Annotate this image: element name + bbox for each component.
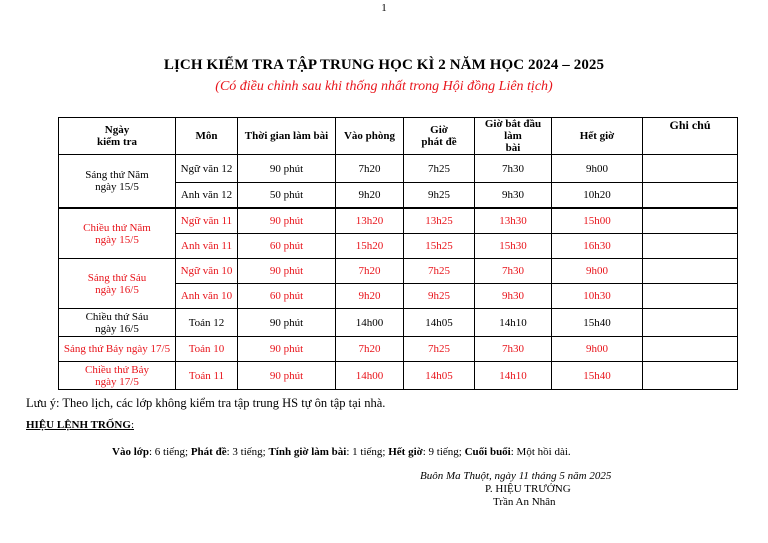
table-row bbox=[59, 259, 738, 284]
subject-cell: Anh văn 10 bbox=[176, 284, 238, 309]
header-duration: Thời gian làm bài bbox=[238, 118, 336, 155]
bell-hand-out-label: Phát đề bbox=[190, 446, 227, 458]
header-subject: Môn bbox=[176, 118, 238, 155]
enter-cell: 7h20 bbox=[336, 259, 404, 284]
end-cell: 10h20 bbox=[552, 183, 643, 209]
day-cell: Chiều thứ Bảy ngày 17/5 bbox=[59, 362, 176, 390]
start-cell: 14h10 bbox=[475, 309, 552, 337]
enter-cell: 9h20 bbox=[336, 284, 404, 309]
subject-cell: Ngữ văn 11 bbox=[176, 208, 238, 234]
header-enter-room: Vào phòng bbox=[336, 118, 404, 155]
start-cell: 7h30 bbox=[475, 337, 552, 362]
note-cell bbox=[643, 155, 738, 183]
start-cell: 13h30 bbox=[475, 208, 552, 234]
duration-cell: 90 phút bbox=[238, 362, 336, 390]
duration-cell: 60 phút bbox=[238, 234, 336, 259]
day-cell: Sáng thứ Năm ngày 15/5 bbox=[59, 155, 176, 209]
enter-cell: 14h00 bbox=[336, 309, 404, 337]
duration-cell: 50 phút bbox=[238, 183, 336, 209]
end-cell: 9h00 bbox=[552, 337, 643, 362]
header-end: Hết giờ bbox=[552, 118, 643, 155]
subject-cell: Toán 10 bbox=[176, 337, 238, 362]
header-start: Giờ bắt đầu làm bài bbox=[475, 118, 552, 155]
header-note: Ghi chú bbox=[643, 118, 738, 155]
end-cell: 10h30 bbox=[552, 284, 643, 309]
duration-cell: 90 phút bbox=[238, 208, 336, 234]
hand-out-cell: 14h05 bbox=[404, 362, 475, 390]
enter-cell: 7h20 bbox=[336, 155, 404, 183]
enter-cell: 13h20 bbox=[336, 208, 404, 234]
self-study-note: Lưu ý: Theo lịch, các lớp không kiểm tra tập trung HS tự ôn tập tại nhà. bbox=[26, 396, 386, 410]
signature-name: Trần An Nhân bbox=[493, 496, 556, 508]
duration-cell: 90 phút bbox=[238, 155, 336, 183]
subject-cell: Ngữ văn 12 bbox=[176, 155, 238, 183]
bell-signal-details: Vào lớp: 6 tiếng; Phát đề: 3 tiếng; Tính giờ làm bài: 1 tiếng; Hết giờ: 9 tiếng; Cuối buổi: Một hồi dài. bbox=[112, 446, 571, 458]
hand-out-cell: 13h25 bbox=[404, 208, 475, 234]
subject-cell: Anh văn 11 bbox=[176, 234, 238, 259]
end-cell: 9h00 bbox=[552, 259, 643, 284]
bell-enter-label: Vào lớp bbox=[112, 446, 149, 458]
start-cell: 9h30 bbox=[475, 183, 552, 209]
note-cell bbox=[643, 234, 738, 259]
enter-cell: 15h20 bbox=[336, 234, 404, 259]
subject-cell: Toán 11 bbox=[176, 362, 238, 390]
note-cell bbox=[643, 284, 738, 309]
table-row bbox=[59, 337, 738, 362]
table-row bbox=[59, 208, 738, 234]
duration-cell: 60 phút bbox=[238, 284, 336, 309]
end-cell: 16h30 bbox=[552, 234, 643, 259]
enter-cell: 14h00 bbox=[336, 362, 404, 390]
signature-place-date: Buôn Ma Thuột, ngày 11 tháng 5 năm 2025 bbox=[420, 470, 612, 482]
end-cell: 15h00 bbox=[552, 208, 643, 234]
start-cell: 7h30 bbox=[475, 155, 552, 183]
hand-out-cell: 7h25 bbox=[404, 259, 475, 284]
start-cell: 7h30 bbox=[475, 259, 552, 284]
day-cell: Chiều thứ Sáu ngày 16/5 bbox=[59, 309, 176, 337]
bell-start-label: Tính giờ làm bài bbox=[268, 446, 347, 458]
table-row bbox=[59, 309, 738, 337]
end-cell: 9h00 bbox=[552, 155, 643, 183]
subject-cell: Toán 12 bbox=[176, 309, 238, 337]
bell-end-label: Hết giờ bbox=[388, 446, 423, 458]
page-number: 1 bbox=[381, 2, 387, 14]
table-row bbox=[59, 362, 738, 390]
header-hand-out: Giờ phát đề bbox=[404, 118, 475, 155]
bell-finish-label: Cuối buổi bbox=[464, 446, 511, 458]
start-cell: 15h30 bbox=[475, 234, 552, 259]
header-day: Ngày kiểm tra bbox=[59, 118, 176, 155]
table-header-row bbox=[59, 118, 738, 155]
start-cell: 9h30 bbox=[475, 284, 552, 309]
enter-cell: 9h20 bbox=[336, 183, 404, 209]
hand-out-cell: 9h25 bbox=[404, 183, 475, 209]
duration-cell: 90 phút bbox=[238, 259, 336, 284]
subject-cell: Anh văn 12 bbox=[176, 183, 238, 209]
signature-role: P. HIỆU TRƯỞNG bbox=[485, 483, 571, 495]
hand-out-cell: 9h25 bbox=[404, 284, 475, 309]
end-cell: 15h40 bbox=[552, 309, 643, 337]
hand-out-cell: 7h25 bbox=[404, 337, 475, 362]
note-cell bbox=[643, 309, 738, 337]
note-cell bbox=[643, 362, 738, 390]
enter-cell: 7h20 bbox=[336, 337, 404, 362]
bell-signal-heading: HIỆU LỆNH TRỐNG: bbox=[26, 419, 134, 431]
document-subtitle: (Có điều chỉnh sau khi thống nhất trong Hội đồng Liên tịch) bbox=[215, 79, 553, 94]
exam-schedule-table bbox=[58, 117, 738, 390]
note-cell bbox=[643, 337, 738, 362]
hand-out-cell: 14h05 bbox=[404, 309, 475, 337]
document-title: LỊCH KIỂM TRA TẬP TRUNG HỌC KÌ 2 NĂM HỌC 2024 – 2025 bbox=[163, 57, 605, 73]
duration-cell: 90 phút bbox=[238, 309, 336, 337]
start-cell: 14h10 bbox=[475, 362, 552, 390]
hand-out-cell: 7h25 bbox=[404, 155, 475, 183]
note-cell bbox=[643, 208, 738, 234]
note-cell bbox=[643, 259, 738, 284]
subject-cell: Ngữ văn 10 bbox=[176, 259, 238, 284]
note-cell bbox=[643, 183, 738, 209]
day-cell: Sáng thứ Bảy ngày 17/5 bbox=[59, 337, 176, 362]
day-cell: Sáng thứ Sáu ngày 16/5 bbox=[59, 259, 176, 309]
end-cell: 15h40 bbox=[552, 362, 643, 390]
hand-out-cell: 15h25 bbox=[404, 234, 475, 259]
day-cell: Chiều thứ Năm ngày 15/5 bbox=[59, 208, 176, 259]
duration-cell: 90 phút bbox=[238, 337, 336, 362]
table-row bbox=[59, 155, 738, 183]
